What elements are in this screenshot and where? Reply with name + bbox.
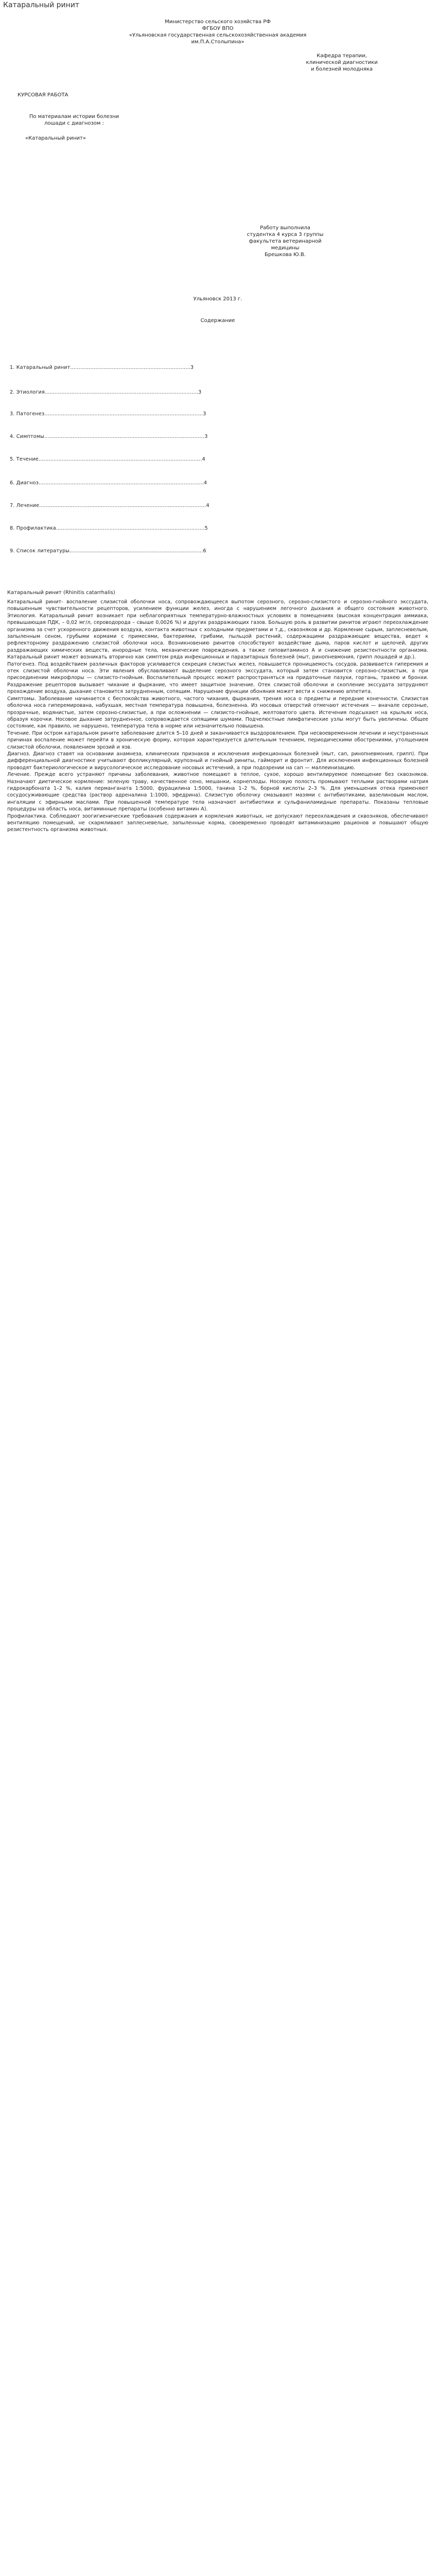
body-text bbox=[7, 599, 428, 834]
university-full: «Ульяновская государственная сельскохозяйственная академия bbox=[129, 32, 307, 38]
department-line: Кафедра терапии, bbox=[317, 53, 367, 59]
city-year: Ульяновск 2013 г. bbox=[193, 296, 242, 302]
toc-item[interactable]: 9. Список литературы................................................................................6 bbox=[10, 548, 206, 554]
department-line: клинической диагностики bbox=[306, 60, 378, 65]
toc-item[interactable]: 2. Этиология............................................................................................3 bbox=[10, 389, 202, 395]
toc-item[interactable]: 7. Лечение....................................................................................................4 bbox=[10, 503, 210, 509]
author-line: факультета ветеринарной bbox=[249, 239, 322, 244]
subject-block bbox=[7, 113, 141, 127]
toc-item[interactable]: 4. Симптомы................................................................................................3 bbox=[10, 434, 208, 439]
department-line: и болезней молодняка bbox=[311, 66, 373, 72]
university-name: им.П.А.Столыпина» bbox=[191, 39, 245, 45]
department-block bbox=[295, 53, 388, 73]
paragraph: Диагноз. Диагноз ставят на основании анамнеза, клинических признаков и исключения инфекционных болезней (мыт, сап, ринопневмония, грипп). При дифференциальной диагностике учитывают фолликулярный, крупозный и гнойный риниты, гайморит и фронтит. Для исключения инфекционных болезней проводят бактериологическое и вирусологическое исследование носовых истечений, а при подозрении на сап — маллеинизацию. bbox=[7, 751, 428, 771]
author-line: Работу выполнила bbox=[260, 225, 310, 231]
author-line: Брешкова Ю.В. bbox=[265, 252, 306, 258]
body-heading: Катаральный ринит (Rhinitis catarrhalis) bbox=[7, 590, 115, 596]
diagnosis-line: лошади с диагнозом : bbox=[44, 121, 104, 126]
paragraph: Лечение. Прежде всего устраняют причины заболевания, животное помещают в теплое, сухое, хорошо вентилируемое помещение без сквозняков. Назначают диетическое кормление: зеленую траву, качественное сено, мешанки, корнеплоды. Носовую полость промывают теплыми растворами натрия гидрокарбоната 1–2 %, калия перманганата 1:5000, фурацилина 1:5000, танина 1–2 %, борной кислоты 2–3 %. Для уменьшения отека применяют сосудосуживающие средства (раствор адреналина 1:1000, эфедрина). Слизистую оболочку смазывают мазями с антибиотиками, вазелиновым маслом, ингаляции с эфирными маслами. При повышенной температуре тела назначают антибиотики и сульфаниламидные препараты. Показаны тепловые процедуры на область носа, витаминные препараты (особенно витамин А). bbox=[7, 772, 428, 812]
toc-item[interactable]: 1. Катаральный ринит........................................................................3 bbox=[10, 365, 194, 370]
title-header bbox=[7, 19, 428, 45]
toc-item[interactable]: 8. Профилактика.........................................................................................5 bbox=[10, 526, 208, 531]
paragraph: Патогенез. Под воздействием различных факторов усиливается секреция слизистых желез, повышается проницаемость сосудов, развивается гиперемия и отек слизистой оболочки носа. Эти явления обуславливают выделение серозного экссудата, который затем становится серозно-слизистым, а при присоединении микрофлоры — слизисто-гнойным. Воспалительный процесс может распространяться на придаточные пазухи, гортань, трахею и бронхи. Раздражение рецепторов вызывает чихание и фыркание, что имеет защитное значение. Отек слизистой оболочки и скопление экссудата затрудняют прохождение воздуха, дыхание становится затрудненным, сопящим. Нарушение функции обоняния может вести к снижению аппетита. bbox=[7, 661, 428, 695]
paragraph: Течение. При остром катаральном рините заболевание длится 5–10 дней и заканчивается выздоровлением. При несвоевременном лечении и неустраненных причинах воспаление может перейти в хроническую форму, которая характеризуется длительным течением, периодическими обострениями, утолщением слизистой оболочки, появлением эрозий и язв. bbox=[7, 730, 428, 750]
author-line: медицины bbox=[271, 245, 300, 251]
toc-heading: Содержание bbox=[200, 318, 235, 324]
toc-item[interactable]: 6. Диагноз...................................................................................................4 bbox=[10, 480, 207, 486]
toc-item[interactable]: 3. Патогенез...............................................................................................3 bbox=[10, 411, 206, 417]
university-short: ФГБОУ ВПО bbox=[202, 26, 234, 31]
subject-line: По материалам истории болезни bbox=[29, 114, 119, 120]
ministry: Министерство сельского хозяйства РФ bbox=[165, 19, 271, 25]
paragraph: Симптомы. Заболевание начинается с беспокойства животного, частого чихания, фыркания, трения носа о предметы и передние конечности. Слизистая оболочка носа гиперемирована, набухшая, местная температура повышена, болезненна. Из носовых отверстий отмечают истечения — вначале серозные, прозрачные, водянистые, затем серозно-слизистые, а при осложнении — слизисто-гнойные, желтоватого цвета. Истечения подсыхают на крыльях носа, образуя корочки. Носовое дыхание затрудненное, сопровождается сопящими шумами. Подчелюстные лимфатические узлы могут быть увеличены. Общее состояние, как правило, не нарушено, температура тела в норме или незначительно повышена. bbox=[7, 696, 428, 730]
diagnosis: «Катаральный ринит» bbox=[25, 135, 86, 141]
paragraph: Профилактика. Соблюдают зоогигиенические требования содержания и кормления животных, не допускают переохлаждения и сквозняков, обеспечивают вентиляцию помещений, не скармливают заплесневелые, запыленные корма, своевременно проводят витаминизацию рационов и повышают общую резистентность организма животных. bbox=[7, 813, 428, 833]
author-block bbox=[234, 225, 337, 258]
work-type: КУРСОВАЯ РАБОТА bbox=[18, 92, 68, 98]
page-title: Катаральный ринит bbox=[3, 1, 80, 9]
paragraph: Катаральный ринит- воспаление слизистой оболочки носа, сопровождающееся выпотом серозного, серозно-слизистого и серозно-гнойного экссудата, повышенным чувствительности рецепторов, усилением функции желез, иногда с нарушением легочного дыхания и общего состояния животного. Этиология. Катаральный ринит возникает при неблагоприятных температурно-влажностных условиях в помещениях (высокая концентрация аммиака, превышающая ПДК, – 0,02 мг/л, сероводорода – свыше 0,0026 %) и других раздражающих газов. Большую роль в развитии ринитов играют переохлаждение организма за счет ускоренного движения воздуха, контакта животных с холодными предметами и т.д., сквозняков и др. Кормление сырым, заплесневелым, запыленным сеном, грубыми кормами с примесями, бактериями, грибами, пыльцой растений, содержащими раздражающие вещества, ведет к рефлекторному раздражению слизистой оболочки носа. Возникновению ринитов способствуют воздействие дыма, паров кислот и щелочей, других раздражающих химических веществ, инородные тела, механические повреждения, а также гиповитаминоз А и снижение резистентности организма. Катаральный ринит может возникать вторично как симптом ряда инфекционных и паразитарных болезней (мыт, ринопневмония, грипп лошадей и др.). bbox=[7, 599, 428, 660]
author-line: студентка 4 курса 3 группы bbox=[247, 232, 324, 238]
toc-item[interactable]: 5. Течение..................................................................................................4 bbox=[10, 456, 205, 462]
